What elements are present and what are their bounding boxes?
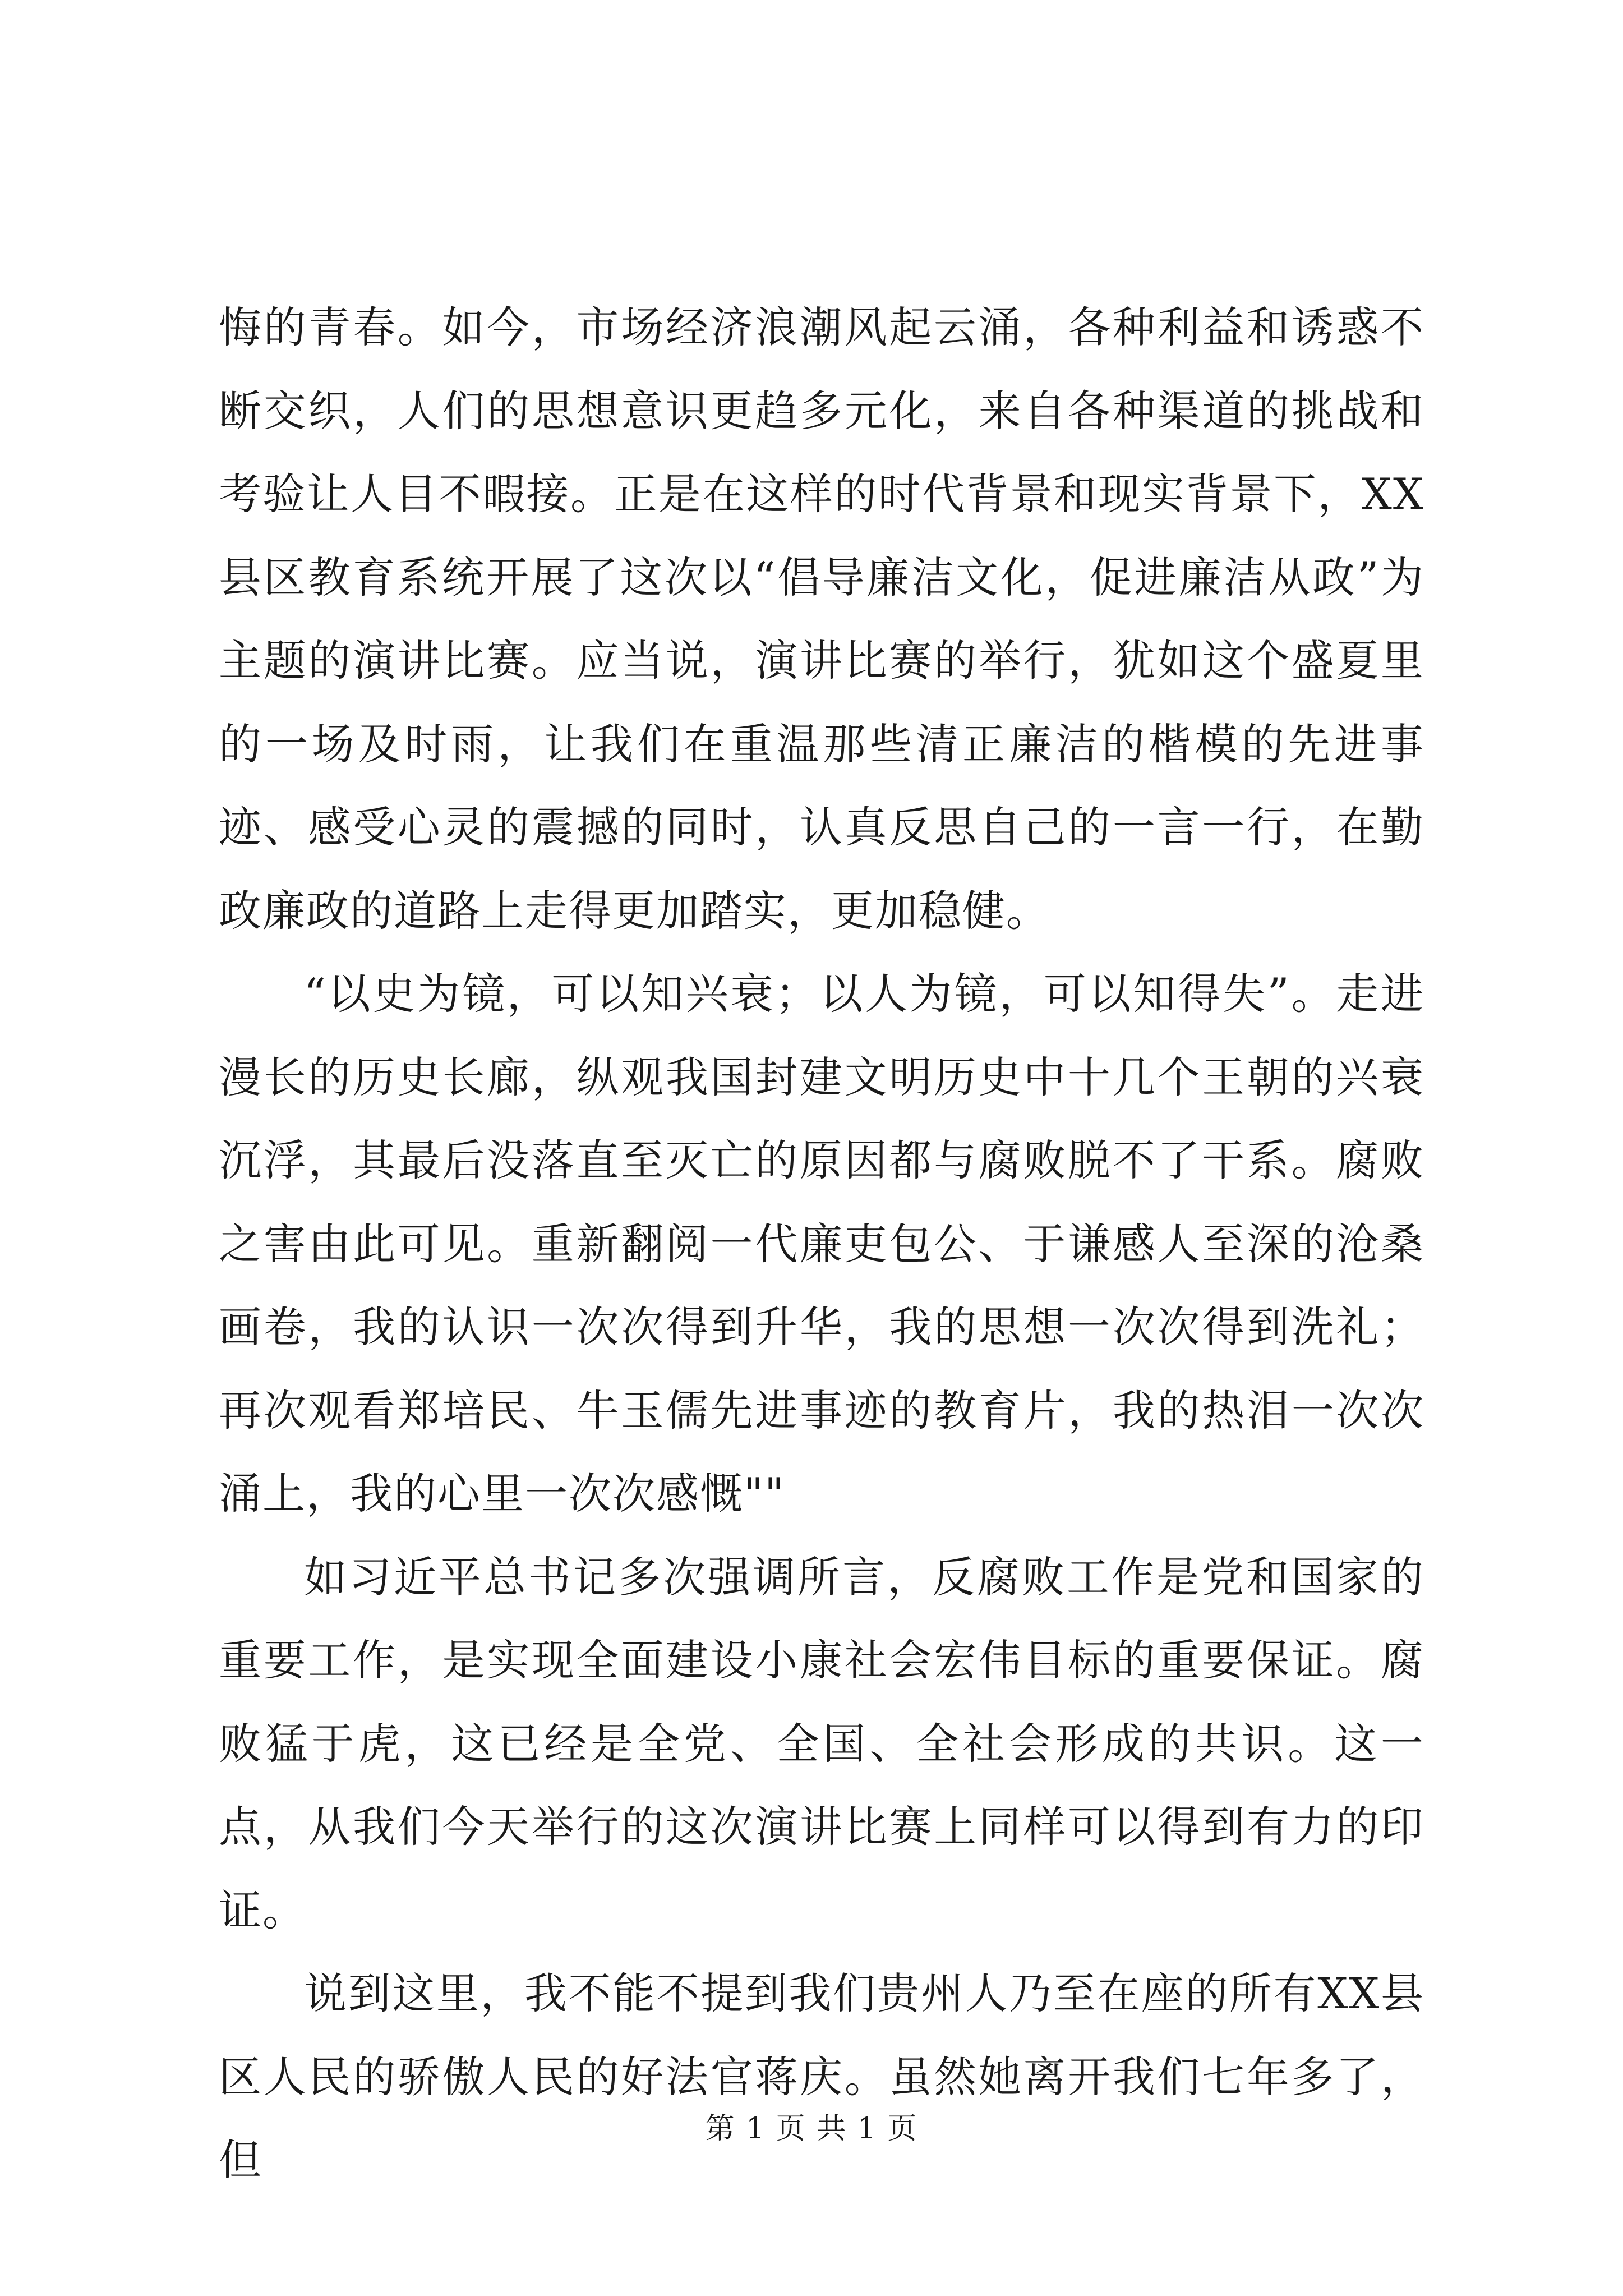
paragraph-2: “以史为镜，可以知兴衰；以人为镜，可以知得失”。走进漫长的历史长廊，纵观我国封建文明历史中十几个王朝的兴衰沉浮，其最后没落直至灭亡的原因都与腐败脱不了干系。腐败之害由此可见。重新翻阅一代廉吏包公、于谦感人至深的沧桑画卷，我的认识一次次得到升华，我的思想一次次得到洗礼；再次观看郑培民、牛玉儒先进事迹的教育片，我的热泪一次次涌上，我的心里一次次感慨"": [219, 969, 1424, 1519]
body-text: [219, 286, 1424, 2202]
paragraph-1: 悔的青春。如今，市场经济浪潮风起云涌，各种利益和诱惑不断交织，人们的思想意识更趋多元化，来自各种渠道的挑战和考验让人目不暇接。正是在这样的时代背景和现实背景下，XX县区教育系统开展了这次以“倡导廉洁文化，促进廉洁从政”为主题的演讲比赛。应当说，演讲比赛的举行，犹如这个盛夏里的一场及时雨，让我们在重温那些清正廉洁的楷模的先进事迹、感受心灵的震撼的同时，认真反思自己的一言一行，在勤政廉政的道路上走得更加踏实，更加稳健。: [219, 302, 1424, 936]
page-footer: 第 1 页 共 1 页: [705, 2112, 918, 2146]
paragraph-3: 如习近平总书记多次强调所言，反腐败工作是党和国家的重要工作，是实现全面建设小康社会宏伟目标的重要保证。腐败猛于虎，这已经是全党、全国、全社会形成的共识。这一点，从我们今天举行的这次演讲比赛上同样可以得到有力的印证。: [219, 1552, 1424, 1935]
paragraph-4: 说到这里，我不能不提到我们贵州人乃至在座的所有XX县区人民的骄傲人民的好法官蒋庆。虽然她离开我们七年多了，但: [219, 1968, 1424, 2185]
